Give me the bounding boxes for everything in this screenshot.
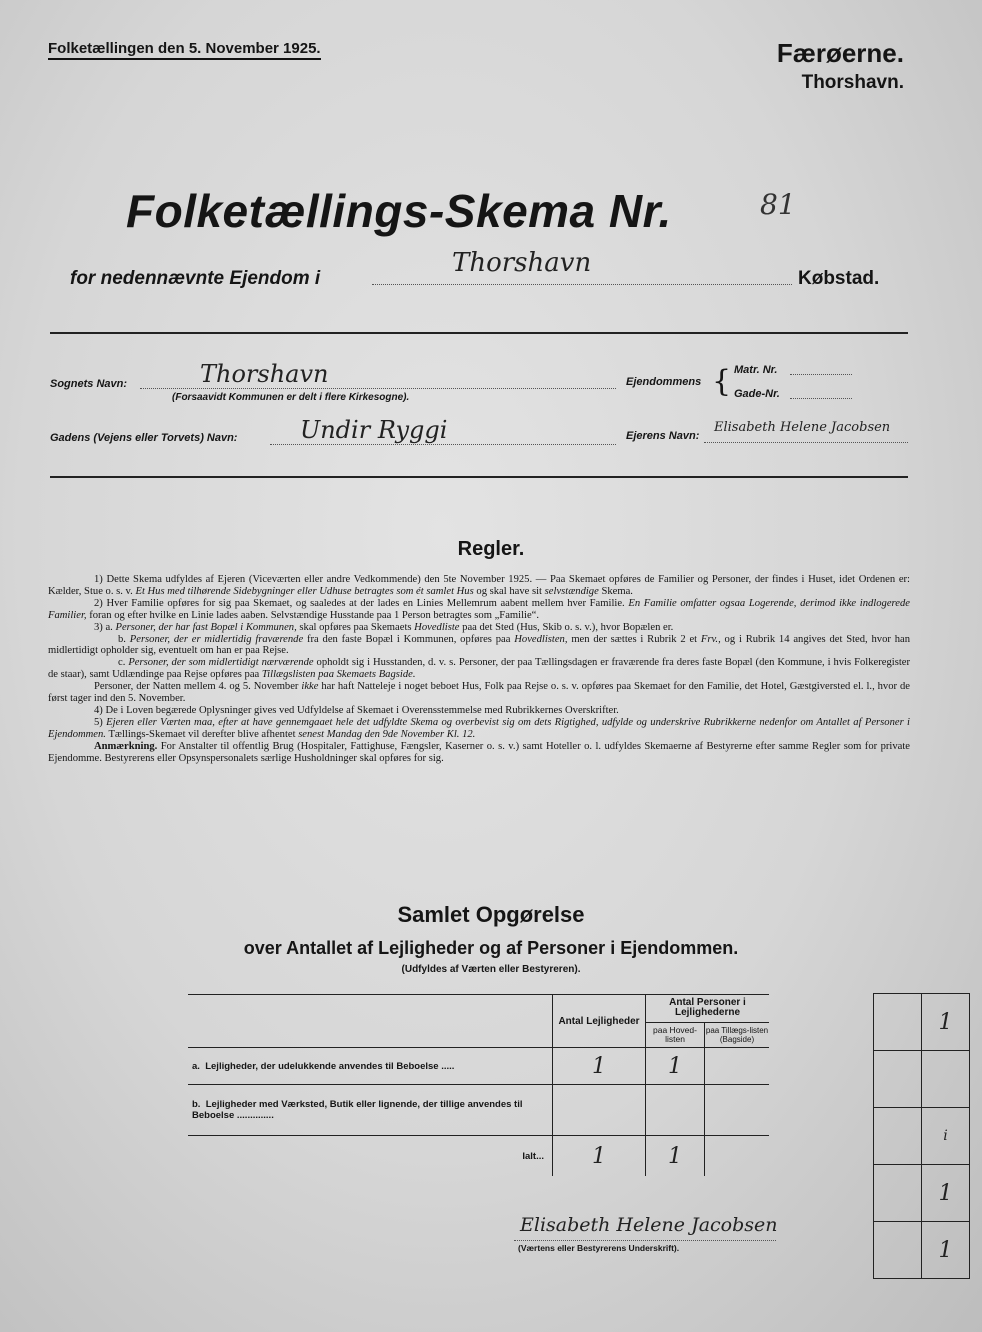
col-supp-header: paa Tillægs-listen (Bagside)	[705, 1022, 770, 1047]
summary-table	[188, 994, 769, 1176]
grid-cell: i	[922, 1108, 970, 1165]
parish-line	[140, 388, 616, 389]
owner-line	[704, 442, 908, 443]
street-label: Gadens (Vejens eller Torvets) Navn:	[50, 432, 238, 444]
signature-line	[514, 1240, 776, 1241]
row-b-apartments	[553, 1085, 646, 1136]
divider-fields	[50, 476, 908, 478]
gade-label: Gade-Nr.	[734, 388, 780, 400]
total-label: Ialt...	[522, 1150, 544, 1162]
col-main-header: paa Hoved-listen	[646, 1022, 705, 1047]
property-brace: {	[712, 364, 732, 399]
place-line	[372, 284, 792, 285]
row-a-main: 1	[646, 1048, 705, 1085]
summary-subtitle: over Antallet af Lejligheder og af Personer i Ejendommen.	[243, 938, 739, 958]
row-b-supp	[705, 1085, 770, 1136]
grid-cell	[874, 1222, 922, 1279]
parish-label: Sognets Navn:	[50, 378, 128, 390]
form-number-handwritten: 81	[760, 188, 796, 221]
parish-note: (Forsaavidt Kommunen er delt i flere Kirkesogne).	[172, 392, 410, 403]
grid-cell	[874, 1051, 922, 1108]
parish-handwritten: Thorshavn	[200, 360, 329, 388]
row-b-label: b. Lejligheder med Værksted, Butik eller lignende, der tillige anvendes til Beboelse ..............	[188, 1085, 553, 1136]
gade-line	[790, 398, 852, 399]
place-suffix: Købstad.	[798, 268, 880, 289]
form-subtitle: for nedennævnte Ejendom i	[70, 268, 321, 289]
grid-cell	[874, 994, 922, 1051]
rules-text: 1) Dette Skema udfyldes af Ejeren (Viceværten eller andre Vedkommende) den 5te November 1925. — Paa Skemaet opføres de Familier og Personer, der findes i Huset, idet Ordenen er: Kælder, Stue o. s. v. Et Hus med tilhørende Sidebygninger eller Udhuse betragtes som ét samlet Hus og skal have sit selvstændige Skema. 2) Hver Familie opføres for sig paa Skemaet, og saaledes at der lades en Linies Mellemrum aabent mellem hver Familie. En Familie omfatter ogsaa Logerende, derimod ikke indlogerede Familier, foran og efter hvilke en Linie lades aaben. Selvstændige Husstande paa 1 Person betragtes som „Familie“. 3) a. Personer, der har fast Bopæl i Kommunen, skal opføres paa Skemaets Hovedliste paa det Sted (Hus, Skib o. s. v.), hvor Bopælen er. b. Personer, der er midlertidig fraværende fra den faste Bopæl i Kommunen, opføres paa Hovedlisten, men der sættes i Rubrik 2 et Frv., og i Rubrik 14 angives det Sted, hvor han midlertidigt opholder sig, eventuelt om han er paa Rejse. c. Personer, der som midlertidigt nærværende opholdt sig i Husstanden, d. v. s. Personer, der paa Tællingsdagen er fraværende fra deres faste Bopæl (den Kommune, i hvis Folkeregister de staar), samt Udlændinge paa Rejse opføres paa Tillægslisten paa Skemaets Bagside. Personer, der Natten mellem 4. og 5. November ikke har haft Natteleje i noget beboet Hus, Folk paa Rejse o. s. v. opføres paa Skemaet for den Familie, det Hotel, Gæstgiversted el. l., hvor de først tager ind den 5. November. 4) De i Loven begærede Oplysninger gives ved Udfyldelse af Skemaet i Overensstemmelse med Rubrikkernes Overskrifter. 5) Ejeren eller Værten maa, efter at have gennemgaaet hele det udfyldte Skema og overbevist sig om dets Rigtighed, udfylde og underskrive Rubrikkerne nedenfor om Antallet af Personer i Ejendommen. Tællings-Skemaet vil derefter blive afhentet senest Mandag den 9de November Kl. 12. Anmærkning. For Anstalter til offentlig Brug (Hospitaler, Fattighuse, Fængsler, Kaserner o. s. v.) samt Hoteller o. l. udfyldes Skemaerne af Bestyrerne efter samme Regler som for private Ejendomme. Bestyrerens eller Opsynspersonalets særlige Husholdninger skal opføres for sig.	[48, 574, 911, 764]
form-title: Folketællings-Skema Nr.	[126, 185, 672, 237]
region-header: Færøerne.	[776, 38, 904, 68]
matr-label: Matr. Nr.	[734, 364, 778, 376]
street-handwritten: Undir Ryggi	[300, 416, 448, 444]
grid-cell: 1	[922, 1222, 970, 1279]
col-persons-header: Antal Personer i Lejlighederne	[646, 995, 770, 1023]
row-a-apartments: 1	[553, 1048, 646, 1085]
total-supp	[705, 1136, 770, 1177]
col-apartments-header: Antal Lejligheder	[553, 995, 646, 1048]
grid-cell: 1	[922, 1165, 970, 1222]
row-a-label: a. Lejligheder, der udelukkende anvendes til Beboelse .....	[188, 1048, 553, 1085]
total-apartments: 1	[553, 1136, 646, 1177]
grid-cell	[922, 1051, 970, 1108]
town-header: Thorshavn.	[801, 72, 904, 93]
total-main: 1	[646, 1136, 705, 1177]
summary-title: Samlet Opgørelse	[397, 902, 585, 927]
row-b-main	[646, 1085, 705, 1136]
divider-top	[50, 332, 908, 334]
matr-line	[790, 374, 852, 375]
census-date-header: Folketællingen den 5. November 1925.	[48, 40, 321, 60]
signature-caption: (Værtens eller Bestyrerens Underskrift).	[518, 1243, 680, 1253]
place-handwritten: Thorshavn	[452, 248, 592, 278]
owner-label: Ejerens Navn:	[626, 430, 700, 442]
property-label: Ejendommens	[626, 376, 702, 388]
grid-cell	[874, 1165, 922, 1222]
grid-cell	[874, 1108, 922, 1165]
street-line	[270, 444, 616, 445]
summary-note: (Udfyldes af Værten eller Bestyreren).	[401, 964, 581, 975]
rules-heading: Regler.	[457, 538, 525, 560]
owner-handwritten: Elisabeth Helene Jacobsen	[714, 420, 891, 435]
row-a-supp	[705, 1048, 770, 1085]
owner-signature: Elisabeth Helene Jacobsen	[520, 1214, 778, 1236]
grid-cell: 1	[922, 994, 970, 1051]
right-margin-grid	[873, 993, 970, 1279]
